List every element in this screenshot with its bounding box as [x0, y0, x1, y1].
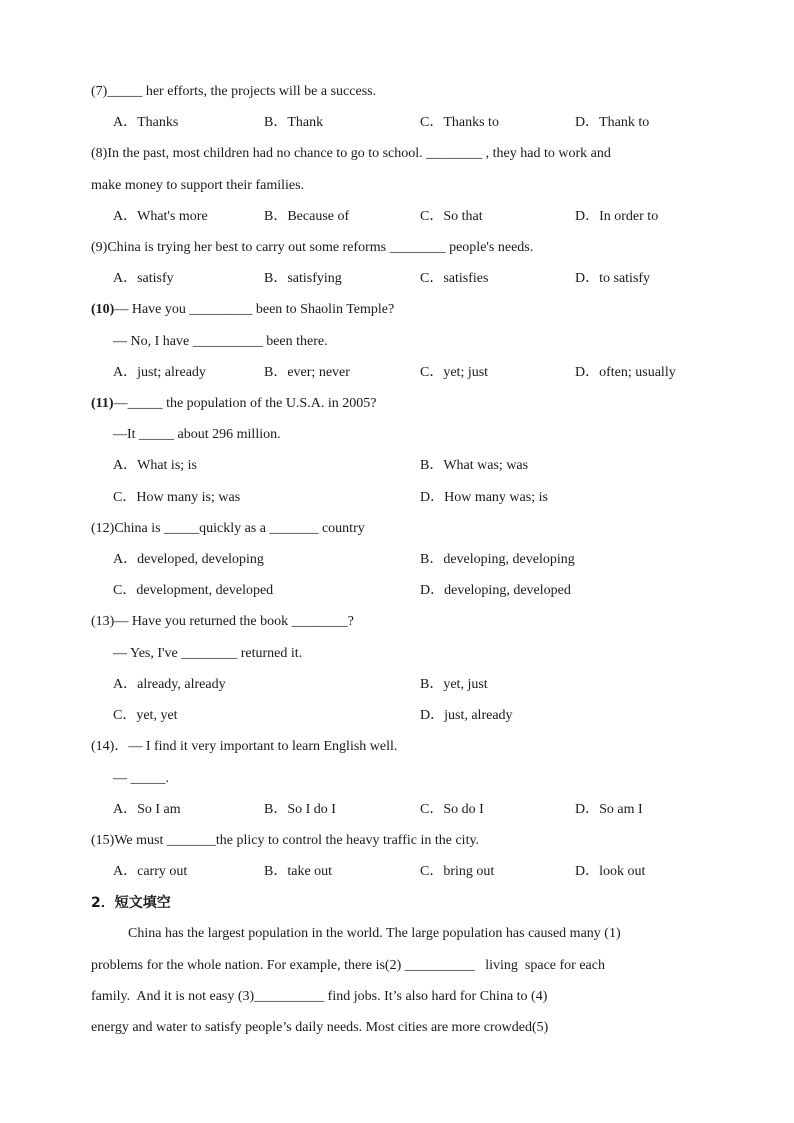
q15-option-d: D．look out [575, 864, 646, 879]
q9-option-c: C．satisfies [420, 271, 489, 286]
q11-option-a: A．What is; is [113, 458, 197, 473]
q14-option-c: C．So do I [420, 802, 484, 817]
question-13-reply: — Yes, I've ________ returned it. [113, 646, 303, 661]
q9-option-a: A．satisfy [113, 271, 174, 286]
question-8-stem: (8)In the past, most children had no chance to go to school. ________ , they had to work and [91, 146, 611, 161]
question-7-stem: (7)_____ her efforts, the projects will be a success. [91, 84, 377, 99]
passage-line-4: energy and water to satisfy people’s daily needs. Most cities are more crowded(5) [91, 1020, 549, 1035]
question-9-stem: (9)China is trying her best to carry out some reforms ________ people's needs. [91, 240, 534, 255]
q14-option-a: A．So I am [113, 802, 181, 817]
q9-option-d: D．to satisfy [575, 271, 651, 286]
question-11-stem [91, 395, 376, 413]
q9-option-b: B．satisfying [264, 271, 342, 286]
q12-option-b: B．developing, developing [420, 552, 575, 567]
q8-option-b: B．Because of [264, 209, 350, 224]
question-8-stem-cont: make money to support their families. [91, 178, 305, 193]
passage-line-1: China has the largest population in the world. The large population has caused many (1) [128, 926, 621, 941]
q10-option-a: A．just; already [113, 365, 206, 380]
q12-option-c: C．development, developed [113, 583, 274, 598]
q13-option-b: B．yet, just [420, 677, 488, 692]
q13-option-d: D．just, already [420, 708, 513, 723]
question-14-reply: — _____. [113, 771, 169, 786]
question-10-stem [91, 301, 394, 319]
q7-option-d: D．Thank to [575, 115, 650, 130]
q15-option-b: B．take out [264, 864, 333, 879]
q12-option-d: D．developing, developed [420, 583, 571, 598]
passage-line-3: family. And it is not easy (3)__________ find jobs. It’s also hard for China to (4) [91, 989, 548, 1004]
question-11-number: (11) [91, 396, 114, 411]
passage-line-2: problems for the whole nation. For example, there is(2) __________ living space for each [91, 958, 605, 973]
q11-option-c: C．How many is; was [113, 490, 241, 505]
section-2-heading: 2．短文填空 [91, 895, 171, 911]
question-15-stem: (15)We must _______the plicy to control the heavy traffic in the city. [91, 833, 480, 848]
question-10-text: — Have you _________ been to Shaolin Temple? [114, 302, 395, 317]
q12-option-a: A．developed, developing [113, 552, 264, 567]
q11-option-d: D．How many was; is [420, 490, 548, 505]
question-13-stem: (13)— Have you returned the book ________? [91, 614, 354, 629]
question-12-stem: (12)China is _____quickly as a _______ country [91, 521, 365, 536]
q10-option-b: B．ever; never [264, 365, 350, 380]
q14-option-b: B．So I do I [264, 802, 336, 817]
q7-option-b: B．Thank [264, 115, 324, 130]
q13-option-c: C．yet, yet [113, 708, 178, 723]
q8-option-a: A．What's more [113, 209, 208, 224]
q7-option-a: A．Thanks [113, 115, 179, 130]
question-10-number: (10) [91, 302, 115, 317]
q10-option-c: C．yet; just [420, 365, 489, 380]
question-11-text: —_____ the population of the U.S.A. in 2005? [113, 396, 377, 411]
question-10-reply: — No, I have __________ been there. [113, 334, 328, 349]
q11-option-b: B．What was; was [420, 458, 529, 473]
question-14-stem: (14)．— I find it very important to learn English well. [91, 739, 398, 754]
question-11-reply: —It _____ about 296 million. [113, 427, 281, 442]
q13-option-a: A．already, already [113, 677, 226, 692]
q14-option-d: D．So am I [575, 802, 643, 817]
q15-option-c: C．bring out [420, 864, 495, 879]
q15-option-a: A．carry out [113, 864, 188, 879]
q8-option-d: D．In order to [575, 209, 659, 224]
q8-option-c: C．So that [420, 209, 483, 224]
q10-option-d: D．often; usually [575, 365, 676, 380]
q7-option-c: C．Thanks to [420, 115, 499, 130]
